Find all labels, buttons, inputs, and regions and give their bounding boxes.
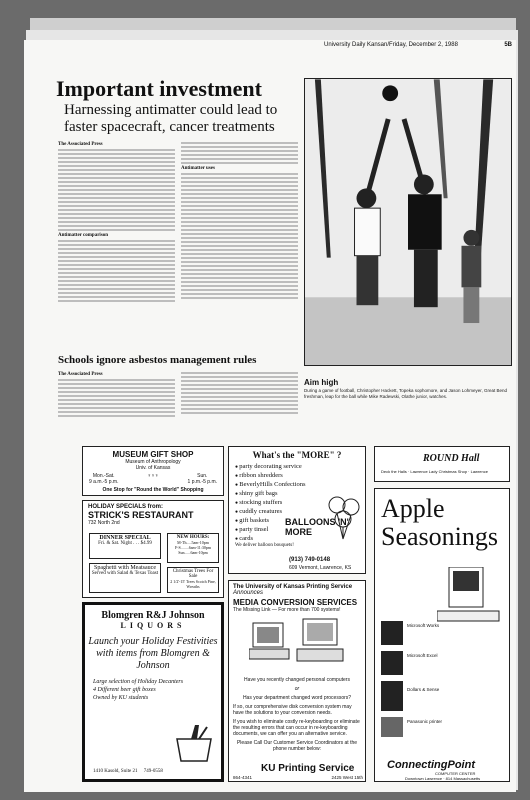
printing-org: The University of Kansas Printing Service xyxy=(233,584,353,590)
football-players-illustration xyxy=(305,79,511,365)
strick-dish: Spaghetti with Meatsauce xyxy=(94,565,156,571)
roundhall-text: Deck the Halls · Lawrence Lady Christmas Shop · Lawrence xyxy=(381,469,488,474)
photo-caption-title: Aim high xyxy=(304,378,339,387)
software-text-2: Microsoft Excel xyxy=(407,653,438,658)
museum-days-right: Sun. xyxy=(197,473,208,479)
lead-subhead: Harnessing antimatter could lead to faster spacecraft, cancer treatments xyxy=(64,102,278,135)
printing-p1: If so, our comprehensive disk conversion system may have the solutions to your conversion needs. xyxy=(233,704,352,716)
whats-item: ● BeverlyHills Confections xyxy=(235,481,365,490)
liquors-phone: 749-0558 xyxy=(143,769,163,774)
story2-col-2 xyxy=(181,370,298,434)
whats-brand: BALLOONS 'N' MORE xyxy=(285,517,349,537)
whats-item: ● shiny gift bags xyxy=(235,490,365,499)
apple-seasonings-ad xyxy=(374,488,510,782)
apple-brand: ConnectingPoint xyxy=(387,759,475,771)
strick-dinner-box xyxy=(89,533,161,559)
liquors-items xyxy=(93,678,221,702)
printing-missing-link: The Missing Link xyxy=(233,607,271,613)
masthead-paper: University Daily Kansan/Friday, December 2, 1988 xyxy=(324,42,458,48)
printing-footer xyxy=(233,775,363,780)
strick-name: STRICK'S RESTAURANT xyxy=(88,510,194,520)
software-text-1: Microsoft Works xyxy=(407,623,440,628)
museum-hours-right: 1 p.m.-5 p.m. xyxy=(187,479,217,485)
lead-col-1 xyxy=(58,140,175,348)
liquors-sub: LIQUORS xyxy=(120,621,186,630)
round-hall-ad xyxy=(374,446,510,482)
lead-story-body xyxy=(58,140,298,348)
printer-box xyxy=(381,717,403,737)
whats-title: What's the "MORE" ? xyxy=(252,450,342,460)
whats-item: ● cards xyxy=(235,535,365,544)
printing-formats: For more than 700 systems! xyxy=(278,607,341,613)
museum-title: MUSEUM GIFT SHOP xyxy=(112,450,194,459)
whats-deliver: We deliver balloon bouquets! xyxy=(235,543,294,548)
printing-or: or xyxy=(294,686,300,692)
whats-item: ● party decorating service xyxy=(235,463,365,472)
strick-address: 732 North 2nd xyxy=(88,520,120,526)
strick-hours-3: Sun......6am-10pm xyxy=(178,550,208,555)
printing-q2: Has your department changed word processors? xyxy=(242,695,352,701)
strick-dinner-days: Fri. & Sat. Night . . . $4.99 xyxy=(98,541,152,546)
printing-call: Please Call Our Customer Service Coordinators at the phone number below: xyxy=(236,740,358,752)
lead-byline: The Associated Press xyxy=(58,142,103,147)
whats-phone: (913) 749-0148 xyxy=(289,557,331,563)
liquors-item: 4 Different beer gift boxes xyxy=(93,687,156,693)
macintosh-icon xyxy=(437,567,503,625)
printing-name: KU Printing Service xyxy=(261,763,355,774)
strick-trees: Christmas Trees For Sale xyxy=(172,569,214,579)
lead-section-head: Antimatter comparison xyxy=(58,233,109,239)
story2-headline: Schools ignore asbestos management rules xyxy=(58,354,257,366)
masthead xyxy=(324,42,512,48)
whats-address: 609 Vermont, Lawrence, KS xyxy=(289,565,352,571)
museum-days-left: Mon.-Sat. xyxy=(92,473,115,479)
strick-hours-1: M-Th.....5am-10pm xyxy=(177,540,209,545)
lead-col-2 xyxy=(181,140,298,348)
liquors-title: Blomgren R&J Johnson xyxy=(101,610,205,621)
strick-dish-sub: Served with Salad & Texas Toast xyxy=(91,571,159,576)
apple-brand-sub: COMPUTER CENTER xyxy=(435,771,476,776)
lead-section-head-2: Antimatter uses xyxy=(181,166,215,171)
software-box-1 xyxy=(381,621,403,645)
story2-byline: The Associated Press xyxy=(58,372,103,377)
printing-address: 2425 West 15th xyxy=(331,775,363,780)
printing-phone: 864-4341 xyxy=(233,775,253,780)
liquors-address: 1410 Kasold, Suite 21 xyxy=(93,769,138,774)
liquors-message: Launch your Holiday Festivities with items from Blomgren & Johnson xyxy=(88,636,218,671)
liquors-item: Large selection of Holiday Decanters xyxy=(93,679,184,685)
computers-illustration xyxy=(249,617,345,669)
museum-figures-icon: ♆♆♆ xyxy=(147,473,159,479)
roundhall-title: ROUND Hall xyxy=(423,453,480,464)
strick-dish-box xyxy=(89,563,161,593)
masthead-page: 5B xyxy=(504,42,512,48)
whats-item: ● gift baskets xyxy=(235,517,365,526)
museum-gift-shop-ad xyxy=(82,446,224,496)
printing-announces: Announces xyxy=(233,590,264,596)
whats-item: ● ribbon shredders xyxy=(235,472,365,481)
strick-hours-title: NEW HOURS: xyxy=(176,535,210,540)
newspaper-page xyxy=(24,40,516,792)
photo-caption: During a game of football, Christopher Hackett, Topeka sophomore, and Jason Lohmeyer, Great Bend freshman, leap for the ball while Mike Radewski, Olathe junior, watches. xyxy=(304,388,508,399)
lead-headline: Important investment xyxy=(56,76,262,101)
museum-subtitle-2: Univ. of Kansas xyxy=(135,465,171,471)
champagne-bucket-icon xyxy=(171,723,217,763)
balloons-n-more-ad xyxy=(228,446,366,574)
strick-dinner: DINNER SPECIAL xyxy=(99,535,151,541)
museum-tagline: One Stop for "Round the World" Shopping xyxy=(102,487,204,493)
whats-item: ● stocking stuffers xyxy=(235,499,365,508)
liquors-item: Owned by KU students xyxy=(93,695,149,701)
blomgren-johnson-liquors-ad xyxy=(82,602,224,782)
software-box-2 xyxy=(381,651,403,675)
strick-hours-box xyxy=(167,533,219,563)
software-box-3 xyxy=(381,681,403,711)
printing-p2: If you wish to eliminate costly re-keyboarding or eliminate the resulting errors that can occur in re-keyboarding documents, we can offer you an alternative service. xyxy=(233,719,360,737)
strick-holiday: HOLIDAY SPECIALS from: xyxy=(88,504,164,510)
strick-trees-sub: 2 1/2'-15' Trees Scotch Pine, Wreaths xyxy=(170,579,216,589)
printing-missing: The Missing Link — For more than 700 systems! xyxy=(233,607,341,613)
football-photo xyxy=(304,78,512,366)
whats-item: ● party tinsel xyxy=(235,526,365,535)
printing-title: MEDIA CONVERSION SERVICES xyxy=(233,598,358,607)
strick-trees-box xyxy=(167,567,219,593)
whats-item: ● cuddly creatures xyxy=(235,508,365,517)
museum-subtitle: Museum of Anthropology xyxy=(125,459,181,465)
museum-hours-left: 9 a.m.-5 p.m. xyxy=(89,479,119,485)
story2-body xyxy=(58,370,298,434)
printing-q1: Have you recently changed personal computers xyxy=(244,677,350,683)
software-text-3: Dollars & Sense xyxy=(407,687,440,692)
apple-location: Downtown Lawrence · 814 Massachusetts xyxy=(405,776,481,781)
strick-hours-2: F-S........6am-11:30pm xyxy=(174,545,212,550)
ku-printing-service-ad xyxy=(228,580,366,782)
apple-title: Apple Seasonings xyxy=(381,494,498,551)
story2-col-1 xyxy=(58,370,175,434)
software-text-4: Panasonic printer xyxy=(407,719,443,724)
liquors-footer xyxy=(93,769,163,774)
stricks-restaurant-ad xyxy=(82,500,224,598)
museum-hours xyxy=(83,471,223,487)
